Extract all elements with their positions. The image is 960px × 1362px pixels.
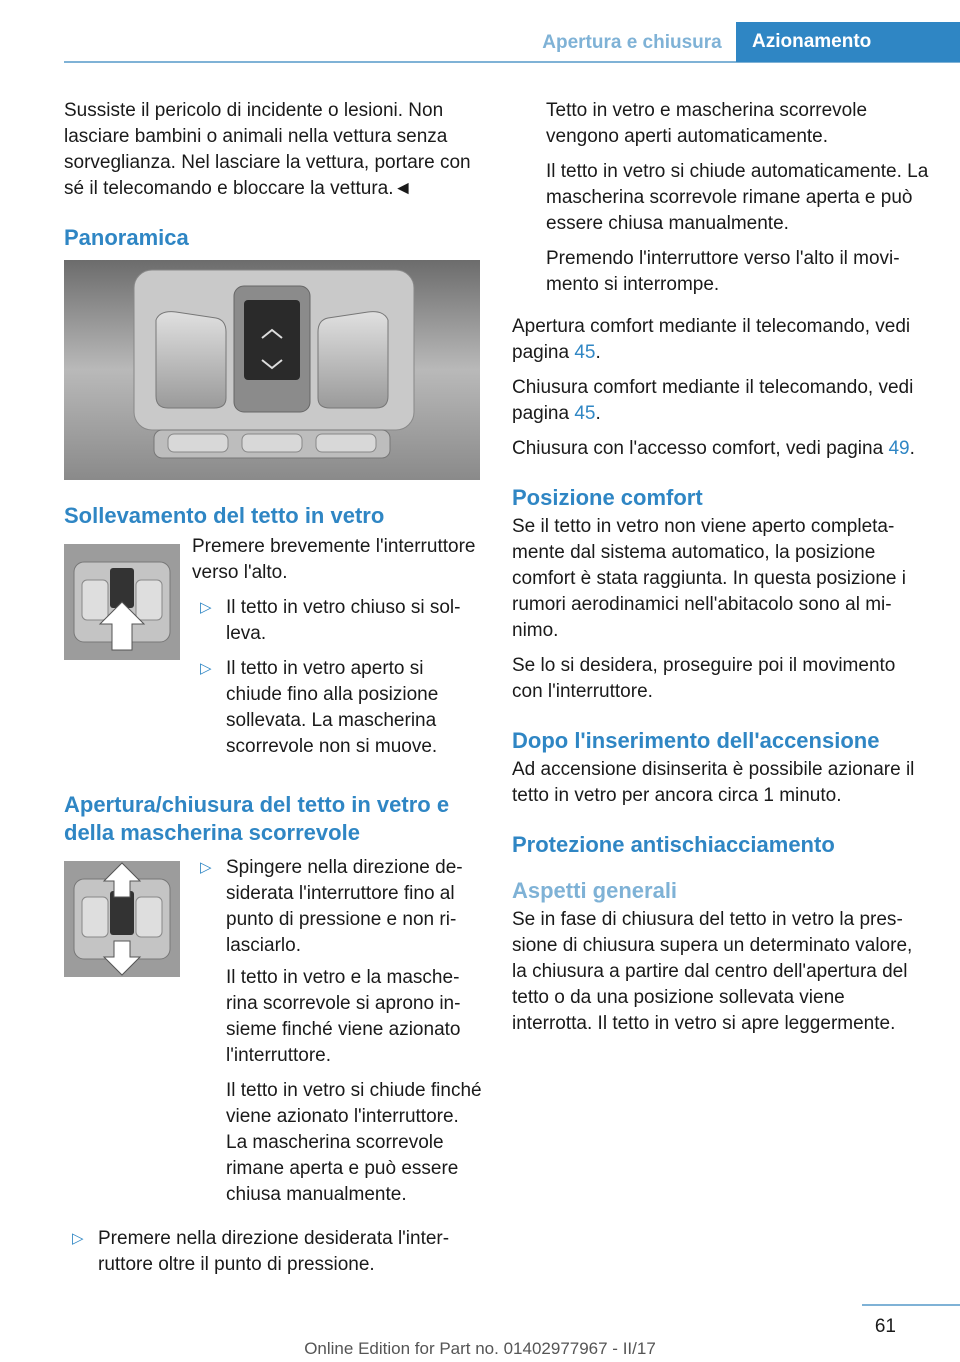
raise-bullet-1: ▷ Il tetto in vetro chiuso si solleva.: [200, 597, 461, 644]
auto-open-text: Tetto in vetro e mascherina scorrevole vengono aperti automaticamente.: [546, 100, 868, 147]
ref-comfort-open: Apertura comfort mediante il telecomando, vedi pagina 45.: [512, 316, 911, 363]
footer-edition: Online Edition for Part no. 01402977967 - II/17: [304, 1339, 656, 1358]
raise-text: Premere brevemente l'interruttore verso l'alto.: [192, 536, 476, 583]
warning-text: Sussiste il pericolo di incidente o lesioni. Non lasciare bambini o animali nella vettura senza sorveglianza. Nel lasciare la vettura, portare con sé il telecomando e bloccare la vettura.◄: [64, 100, 471, 199]
heading-comfort-position: Posizione comfort: [512, 485, 703, 510]
ref-comfort-close: Chiusura comfort mediante il telecomando, vedi pagina 45.: [512, 377, 914, 424]
page-number-rule: [862, 1304, 960, 1306]
left-column: [64, 98, 482, 1287]
auto-close-text: Il tetto in vetro si chiude automaticamente. La mascherina scorrevole rimane aperta e può essere chiusa manualmente.: [546, 161, 929, 234]
heading-raise: Sollevamento del tetto in vetro: [64, 503, 385, 528]
raise-section: [64, 538, 482, 769]
open-bullet-1-p3: Il tetto in vetro si chiude finché viene azionato l'interruttore. La mascherina scorrevole rimane aperta e può essere chiusa manualmente.: [226, 1080, 482, 1205]
heading-pinch-protection: Protezione antischiacciamento: [512, 832, 835, 857]
open-bullet-1: ▷ Spingere nella direzione desiderata l'interruttore fino al punto di pressione e non rilasciarlo. Il tetto in vetro e la mascherina scorrevole si aprono insieme finché viene azionato l'interruttore. Il tetto in vetro si chiude finché viene azionato l'interruttore. La mascherina scorrevole rimane aperta e può essere chiusa manualmente.: [192, 855, 482, 1208]
header-section[interactable]: Apertura e chiusura: [542, 32, 722, 53]
header-tab[interactable]: Azionamento: [736, 22, 960, 62]
bullet-marker: ▷: [72, 1230, 84, 1247]
comfort-text-2: Se lo si desidera, proseguire poi il movimento con l'interruttore.: [512, 655, 896, 702]
bullet-marker: ▷: [200, 599, 212, 616]
heading-overview: Panoramica: [64, 225, 189, 250]
heading-after-ignition: Dopo l'inserimento dell'accensione: [512, 728, 880, 753]
heading-general: Aspetti generali: [512, 878, 678, 903]
interrupt-text: Premendo l'interruttore verso l'alto il movimento si interrompe.: [546, 248, 900, 295]
page-link-45[interactable]: 45: [574, 403, 596, 424]
open-bullet-2: ▷ Premere nella direzione desiderata l'interruttore oltre il punto di pressione.: [72, 1228, 450, 1275]
bullet-marker: ▷: [200, 859, 212, 876]
bullet-marker: ▷: [200, 660, 212, 677]
switch-up-thumbnail: [64, 544, 180, 660]
heading-open-close: Apertura/chiusura del tetto in vetro e della mascherina scorrevole: [64, 792, 450, 845]
page-link-49[interactable]: 49: [888, 438, 910, 459]
page-link-45[interactable]: 45: [574, 342, 596, 363]
after-ignition-text: Ad accensione disinserita è possibile azionare il tetto in vetro per ancora circa 1 minuto.: [512, 759, 915, 806]
open-close-section: [64, 855, 482, 1217]
general-text: Se in fase di chiusura del tetto in vetro la pressione di chiusura supera un determinato valore, la chiusura a partire dal centro dell'apertura del tetto o da una posizione sollevata viene interrotta. Il tetto in vetro si apre leggermente.: [512, 909, 913, 1034]
page-number: 61: [874, 1316, 896, 1337]
switch-updown-thumbnail: [64, 861, 180, 977]
open-bullet-1-p2: Il tetto in vetro e la mascherina scorrevole si aprono insieme finché viene azionato l'interruttore.: [226, 967, 461, 1066]
switch-panel-photo: [64, 260, 480, 480]
ref-comfort-access: Chiusura con l'accesso comfort, vedi pagina 49.: [512, 438, 915, 459]
comfort-text-1: Se il tetto in vetro non viene aperto completamente dal sistema automatico, la posizione comfort è stata raggiunta. In questa posizione i rumori aerodinamici nell'abitacolo sono al minimo.: [512, 516, 906, 641]
right-column: [512, 98, 930, 1046]
raise-bullet-2: ▷ Il tetto in vetro aperto si chiude fino alla posizione sollevata. La mascherina scorrevole non si muove.: [200, 658, 439, 757]
